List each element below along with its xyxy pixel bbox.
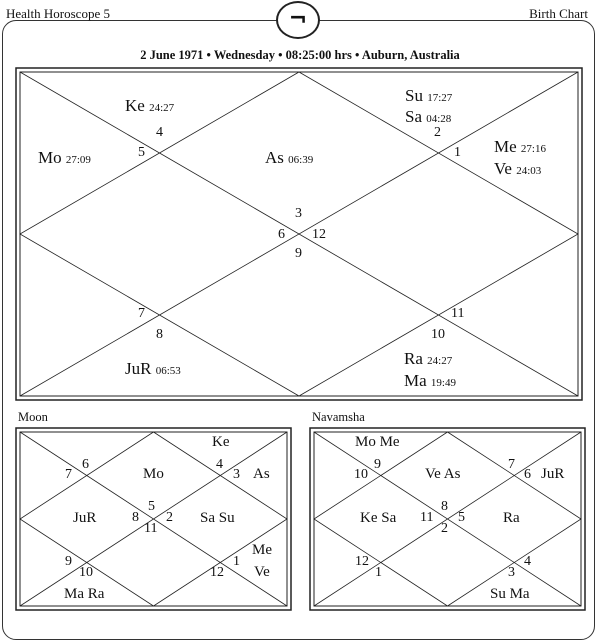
planet-sun: Su 17:27 [405, 86, 453, 105]
moon-house-3: 3 [233, 467, 240, 482]
main-house-4: 4 [156, 125, 163, 140]
moon-house-12: 12 [210, 565, 224, 580]
planet-mars: Ma 19:49 [404, 371, 456, 390]
moon-house-4: 4 [216, 457, 223, 472]
moon-planets-center-top: Mo [143, 466, 164, 482]
moon-house-1: 1 [233, 554, 240, 569]
main-house-9: 9 [295, 246, 302, 261]
planet-moon: Mo 27:09 [38, 148, 91, 167]
chart-type-label: Birth Chart [529, 6, 588, 21]
main-house-7: 7 [138, 306, 145, 321]
main-house-2: 2 [434, 125, 441, 140]
navamsha-planets-top: Mo Me [355, 434, 400, 450]
moon-house-7: 7 [65, 467, 72, 482]
planet-mercury: Me 27:16 [494, 137, 546, 156]
moon-house-10: 10 [79, 565, 93, 580]
main-house-3: 3 [295, 206, 302, 221]
navamsha-house-6: 6 [524, 467, 531, 482]
navamsha-house-3: 3 [508, 565, 515, 580]
main-house-1: 1 [454, 145, 461, 160]
moon-chart-title: Moon [18, 410, 48, 424]
planet-saturn: Sa 04:28 [405, 107, 452, 126]
main-house-6: 6 [278, 227, 285, 242]
navamsha-planets-center-top: Ve As [425, 466, 461, 482]
logo-icon: ¬ [276, 1, 320, 39]
main-house-10: 10 [431, 327, 445, 342]
navamsha-house-11: 11 [420, 510, 434, 525]
moon-planets-right-bottom-2: Ve [254, 564, 270, 580]
navamsha-house-10: 10 [354, 467, 368, 482]
navamsha-house-4: 4 [524, 554, 531, 569]
moon-planets-top: Ke [212, 434, 230, 450]
navamsha-house-8: 8 [441, 499, 448, 514]
navamsha-planets-center-right: Ra [503, 510, 520, 526]
navamsha-house-2: 2 [441, 521, 448, 536]
page-title: Health Horoscope 5 [6, 6, 110, 21]
navamsha-house-9: 9 [374, 457, 381, 472]
moon-house-11: 11 [144, 521, 158, 536]
planet-ketu: Ke 24:27 [125, 96, 175, 115]
moon-planets-right-top: As [253, 466, 270, 482]
birth-details: 2 June 1971 • Wednesday • 08:25:00 hrs • Auburn, Australia [140, 48, 460, 62]
planet-ascendant: As 06:39 [265, 148, 314, 167]
moon-planets-center-right: Sa Su [200, 510, 235, 526]
moon-planets-right-bottom-1: Me [252, 542, 272, 558]
navamsha-planets-right-top: JuR [541, 466, 565, 482]
planet-jupiter: JuR 06:53 [125, 359, 181, 378]
main-house-5: 5 [138, 145, 145, 160]
moon-planets-left: JuR [73, 510, 97, 526]
main-house-8: 8 [156, 327, 163, 342]
main-house-12: 12 [312, 227, 326, 242]
navamsha-chart-title: Navamsha [312, 410, 365, 424]
navamsha-planets-bottom: Su Ma [490, 586, 530, 602]
navamsha-planets-left: Ke Sa [360, 510, 397, 526]
moon-house-6: 6 [82, 457, 89, 472]
moon-house-8: 8 [132, 510, 139, 525]
navamsha-house-5: 5 [458, 510, 465, 525]
moon-house-2: 2 [166, 510, 173, 525]
moon-house-9: 9 [65, 554, 72, 569]
moon-planets-bottom: Ma Ra [64, 586, 105, 602]
navamsha-house-1: 1 [375, 565, 382, 580]
planet-venus: Ve 24:03 [494, 159, 542, 178]
navamsha-house-7: 7 [508, 457, 515, 472]
navamsha-house-12: 12 [355, 554, 369, 569]
main-house-11: 11 [451, 306, 465, 321]
planet-rahu: Ra 24:27 [404, 349, 453, 368]
moon-house-5: 5 [148, 499, 155, 514]
